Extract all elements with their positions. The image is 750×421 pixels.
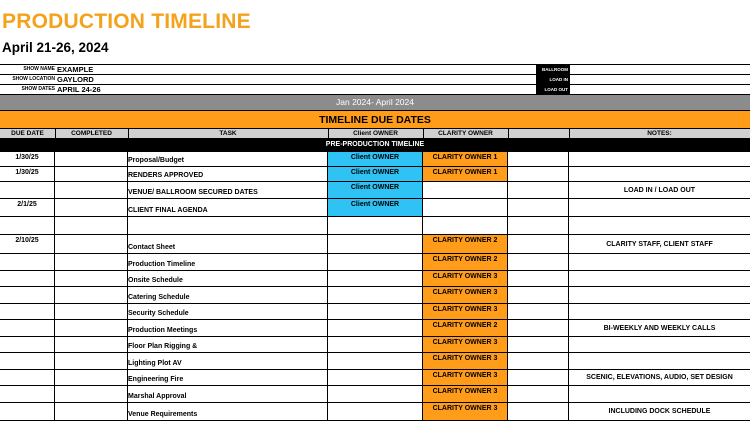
table-row: [0, 182, 750, 199]
clarity-owner-cell-text: CLARITY OWNER 3: [432, 355, 498, 362]
client-owner-cell[interactable]: [328, 353, 423, 369]
task-cell[interactable]: [128, 353, 328, 369]
blank-cell[interactable]: [508, 254, 569, 270]
due-date-cell-text: 2/10/25: [15, 237, 39, 244]
clarity-owner-cell-text: CLARITY OWNER 3: [432, 405, 498, 412]
clarity-owner-cell-text: CLARITY OWNER 3: [432, 339, 498, 346]
clarity-owner-cell-text: CLARITY OWNER 3: [432, 388, 498, 395]
notes-cell[interactable]: [569, 320, 750, 336]
col-client-owner: Client OWNER: [328, 129, 424, 138]
completed-cell[interactable]: [55, 403, 128, 420]
task-cell-text: Marshal Approval: [128, 393, 187, 400]
client-owner-cell[interactable]: [328, 304, 423, 319]
show-name-label: SHOW NAME: [23, 66, 55, 72]
clarity-owner-cell[interactable]: [423, 217, 508, 234]
table-row: [0, 337, 750, 353]
task-cell[interactable]: [128, 167, 328, 181]
task-cell[interactable]: [128, 287, 328, 303]
task-cell-text: Lighting Plot AV: [128, 360, 182, 367]
notes-cell[interactable]: [569, 235, 750, 253]
clarity-owner-cell[interactable]: [423, 271, 508, 286]
clarity-owner-cell[interactable]: [423, 287, 508, 303]
table-row: [0, 370, 750, 386]
table-row: [0, 235, 750, 254]
client-owner-cell-text: Client OWNER: [350, 201, 400, 208]
due-date-cell[interactable]: [0, 199, 55, 216]
task-cell[interactable]: [128, 320, 328, 336]
notes-cell[interactable]: [569, 337, 750, 352]
table-row: [0, 271, 750, 287]
col-notes: NOTES:: [647, 130, 672, 137]
due-date-cell[interactable]: [0, 254, 55, 270]
blank-cell[interactable]: [508, 271, 569, 286]
task-cell[interactable]: [128, 199, 328, 216]
task-cell[interactable]: [128, 182, 328, 198]
show-location-value[interactable]: GAYLORD: [57, 75, 94, 84]
clarity-owner-cell-text: CLARITY OWNER 2: [432, 322, 498, 329]
show-dates-label: SHOW DATES: [21, 86, 55, 92]
notes-cell[interactable]: [569, 182, 750, 198]
due-date-cell-text: 2/1/25: [17, 201, 37, 208]
client-owner-cell[interactable]: [328, 182, 423, 198]
blank-cell[interactable]: [508, 337, 569, 352]
notes-cell[interactable]: [569, 271, 750, 286]
table-row: [0, 287, 750, 304]
date-range-bar: Jan 2024- April 2024: [0, 95, 750, 110]
blank-cell[interactable]: [508, 370, 569, 385]
task-cell-text: Catering Schedule: [128, 294, 190, 301]
task-cell[interactable]: [128, 254, 328, 270]
col-completed: COMPLETED: [55, 129, 129, 138]
table-row: [0, 386, 750, 403]
task-cell[interactable]: [128, 304, 328, 319]
due-date-cell-text: 1/30/25: [15, 169, 39, 176]
clarity-owner-cell[interactable]: [423, 320, 508, 336]
client-owner-cell[interactable]: [328, 386, 423, 402]
clarity-owner-cell[interactable]: [423, 386, 508, 402]
client-owner-cell[interactable]: [328, 167, 423, 181]
due-date-cell-text: 1/30/25: [15, 154, 39, 161]
due-date-cell[interactable]: [0, 217, 55, 234]
blank-cell[interactable]: [508, 182, 569, 198]
completed-cell[interactable]: [55, 353, 128, 369]
completed-cell[interactable]: [55, 337, 128, 352]
due-date-cell[interactable]: [0, 386, 55, 402]
show-name-value[interactable]: EXAMPLE: [57, 65, 94, 74]
notes-cell-text: INCLUDING DOCK SCHEDULE: [608, 408, 711, 415]
notes-cell[interactable]: [569, 152, 750, 166]
task-cell[interactable]: [128, 337, 328, 352]
completed-cell[interactable]: [55, 271, 128, 286]
table-row: [0, 152, 750, 167]
due-date-cell[interactable]: [0, 287, 55, 303]
clarity-owner-cell-text: CLARITY OWNER 3: [432, 289, 498, 296]
ballroom-value[interactable]: [569, 65, 750, 74]
completed-cell[interactable]: [55, 254, 128, 270]
show-name-row: [0, 64, 750, 74]
clarity-owner-cell[interactable]: [423, 353, 508, 369]
blank-cell[interactable]: [508, 386, 569, 402]
client-owner-cell-text: Client OWNER: [350, 169, 400, 176]
completed-cell[interactable]: [55, 287, 128, 303]
due-date-cell[interactable]: [0, 403, 55, 420]
notes-cell[interactable]: [569, 386, 750, 402]
client-owner-cell[interactable]: [328, 287, 423, 303]
clarity-owner-cell[interactable]: [423, 152, 508, 166]
task-cell-text: Proposal/Budget: [128, 157, 185, 164]
blank-cell[interactable]: [508, 320, 569, 336]
task-cell-text: Onsite Schedule: [128, 277, 183, 284]
page-title: PRODUCTION TIMELINE: [2, 10, 251, 33]
col-due-date: DUE DATE: [0, 129, 56, 138]
completed-cell[interactable]: [55, 370, 128, 385]
clarity-owner-cell[interactable]: [423, 403, 508, 420]
client-owner-cell[interactable]: [328, 199, 423, 216]
due-date-cell[interactable]: [0, 320, 55, 336]
task-cell-text: Security Schedule: [128, 310, 189, 317]
client-owner-cell-text: Client OWNER: [350, 154, 400, 161]
clarity-owner-cell[interactable]: [423, 199, 508, 216]
notes-cell[interactable]: [569, 304, 750, 319]
due-date-cell[interactable]: [0, 235, 55, 253]
notes-cell-text: BI-WEEKLY AND WEEKLY CALLS: [603, 324, 716, 332]
blank-cell[interactable]: [508, 353, 569, 369]
blank-cell[interactable]: [508, 403, 569, 420]
completed-cell[interactable]: [55, 235, 128, 253]
show-dates-value[interactable]: APRIL 24-26: [57, 85, 101, 94]
due-date-cell[interactable]: [0, 182, 55, 198]
notes-cell-text: CLARITY STAFF, CLIENT STAFF: [606, 240, 713, 248]
clarity-owner-cell[interactable]: [423, 254, 508, 270]
notes-cell[interactable]: [569, 254, 750, 270]
clarity-owner-cell-text: CLARITY OWNER 2: [432, 256, 498, 263]
due-date-cell[interactable]: [0, 353, 55, 369]
notes-cell-text: LOAD IN / LOAD OUT: [623, 186, 696, 194]
table-row: [0, 217, 750, 235]
client-owner-cell-text: Client OWNER: [350, 184, 400, 191]
clarity-owner-cell[interactable]: [423, 167, 508, 181]
table-row: [0, 353, 750, 370]
clarity-owner-cell[interactable]: [423, 304, 508, 319]
completed-cell[interactable]: [55, 386, 128, 402]
task-cell-text: CLIENT FINAL AGENDA: [128, 207, 208, 214]
clarity-owner-cell[interactable]: [423, 235, 508, 253]
notes-cell-text: SCENIC, ELEVATIONS, AUDIO, SET DESIGN: [586, 374, 733, 381]
client-owner-cell[interactable]: [328, 217, 423, 234]
notes-cell[interactable]: [569, 287, 750, 303]
notes-cell[interactable]: [569, 353, 750, 369]
completed-cell[interactable]: [55, 217, 128, 234]
notes-cell[interactable]: [569, 370, 750, 385]
task-cell-text: Production Meetings: [128, 327, 198, 334]
col-clarity-owner: CLARITY OWNER: [423, 129, 509, 138]
task-cell-text: Contact Sheet: [128, 244, 176, 251]
task-cell[interactable]: [128, 271, 328, 286]
client-owner-cell[interactable]: [328, 337, 423, 352]
client-owner-cell[interactable]: [328, 254, 423, 270]
clarity-owner-cell[interactable]: [423, 337, 508, 352]
due-date-cell[interactable]: [0, 167, 55, 181]
table-row: [0, 403, 750, 421]
blank-cell[interactable]: [508, 235, 569, 253]
clarity-owner-cell-text: CLARITY OWNER 3: [432, 273, 498, 280]
task-cell[interactable]: [128, 370, 328, 385]
timeline-due-dates-header: TIMELINE DUE DATES: [0, 110, 750, 128]
task-cell-text: Venue Requirements: [128, 411, 198, 418]
ballroom-label: BALLROOM: [536, 65, 569, 74]
completed-cell[interactable]: [55, 182, 128, 198]
col-task: TASK: [128, 129, 329, 138]
col-blank: [508, 129, 570, 138]
task-cell-text: RENDERS APPROVED: [128, 172, 204, 179]
blank-cell[interactable]: [508, 304, 569, 319]
task-cell-text: Floor Plan Rigging &: [128, 343, 198, 350]
clarity-owner-cell-text: CLARITY OWNER 3: [432, 372, 498, 379]
clarity-owner-cell-text: CLARITY OWNER 1: [432, 169, 498, 176]
show-dates-row: [0, 84, 750, 95]
client-owner-cell[interactable]: [328, 152, 423, 166]
table-row: [0, 304, 750, 320]
completed-cell[interactable]: [55, 152, 128, 166]
blank-cell[interactable]: [508, 199, 569, 216]
blank-cell[interactable]: [508, 287, 569, 303]
show-location-label: SHOW LOCATION: [12, 76, 55, 82]
table-row: [0, 199, 750, 217]
notes-cell[interactable]: [569, 217, 750, 234]
task-cell-text: VENUE/ BALLROOM SECURED DATES: [128, 189, 258, 196]
client-owner-cell[interactable]: [328, 370, 423, 385]
blank-cell[interactable]: [508, 217, 569, 234]
client-owner-cell[interactable]: [328, 320, 423, 336]
blank-cell[interactable]: [508, 167, 569, 181]
blank-cell[interactable]: [508, 152, 569, 166]
task-cell-text: Production Timeline: [128, 261, 196, 268]
event-dates-subtitle: April 21-26, 2024: [2, 40, 109, 55]
table-row: [0, 167, 750, 182]
clarity-owner-cell-text: CLARITY OWNER 1: [432, 154, 498, 161]
completed-cell[interactable]: [55, 199, 128, 216]
clarity-owner-cell[interactable]: [423, 370, 508, 385]
load-out-label: LOAD OUT: [536, 85, 569, 94]
task-cell[interactable]: [128, 386, 328, 402]
pre-production-header: PRE-PRODUCTION TIMELINE: [0, 138, 750, 152]
completed-cell[interactable]: [55, 167, 128, 181]
task-cell[interactable]: [128, 235, 328, 253]
completed-cell[interactable]: [55, 320, 128, 336]
task-cell-text: Engineering Fire: [128, 376, 184, 383]
completed-cell[interactable]: [55, 304, 128, 319]
clarity-owner-cell-text: CLARITY OWNER 2: [432, 237, 498, 244]
task-cell[interactable]: [128, 152, 328, 166]
due-date-cell[interactable]: [0, 304, 55, 319]
due-date-cell[interactable]: [0, 271, 55, 286]
load-in-value[interactable]: [569, 75, 750, 84]
due-date-cell[interactable]: [0, 337, 55, 352]
load-out-value[interactable]: [569, 85, 750, 94]
clarity-owner-cell-text: CLARITY OWNER 3: [432, 306, 498, 313]
client-owner-cell[interactable]: [328, 271, 423, 286]
task-cell[interactable]: [128, 403, 328, 420]
notes-cell[interactable]: [569, 199, 750, 216]
load-in-label: LOAD IN: [536, 75, 569, 84]
notes-cell[interactable]: [569, 403, 750, 420]
notes-cell[interactable]: [569, 167, 750, 181]
show-location-row: [0, 74, 750, 84]
client-owner-cell[interactable]: [328, 403, 423, 420]
table-row: [0, 254, 750, 271]
clarity-owner-cell[interactable]: [423, 182, 508, 198]
table-row: [0, 320, 750, 337]
due-date-cell[interactable]: [0, 370, 55, 385]
due-date-cell[interactable]: [0, 152, 55, 166]
task-cell[interactable]: [128, 217, 328, 234]
client-owner-cell[interactable]: [328, 235, 423, 253]
